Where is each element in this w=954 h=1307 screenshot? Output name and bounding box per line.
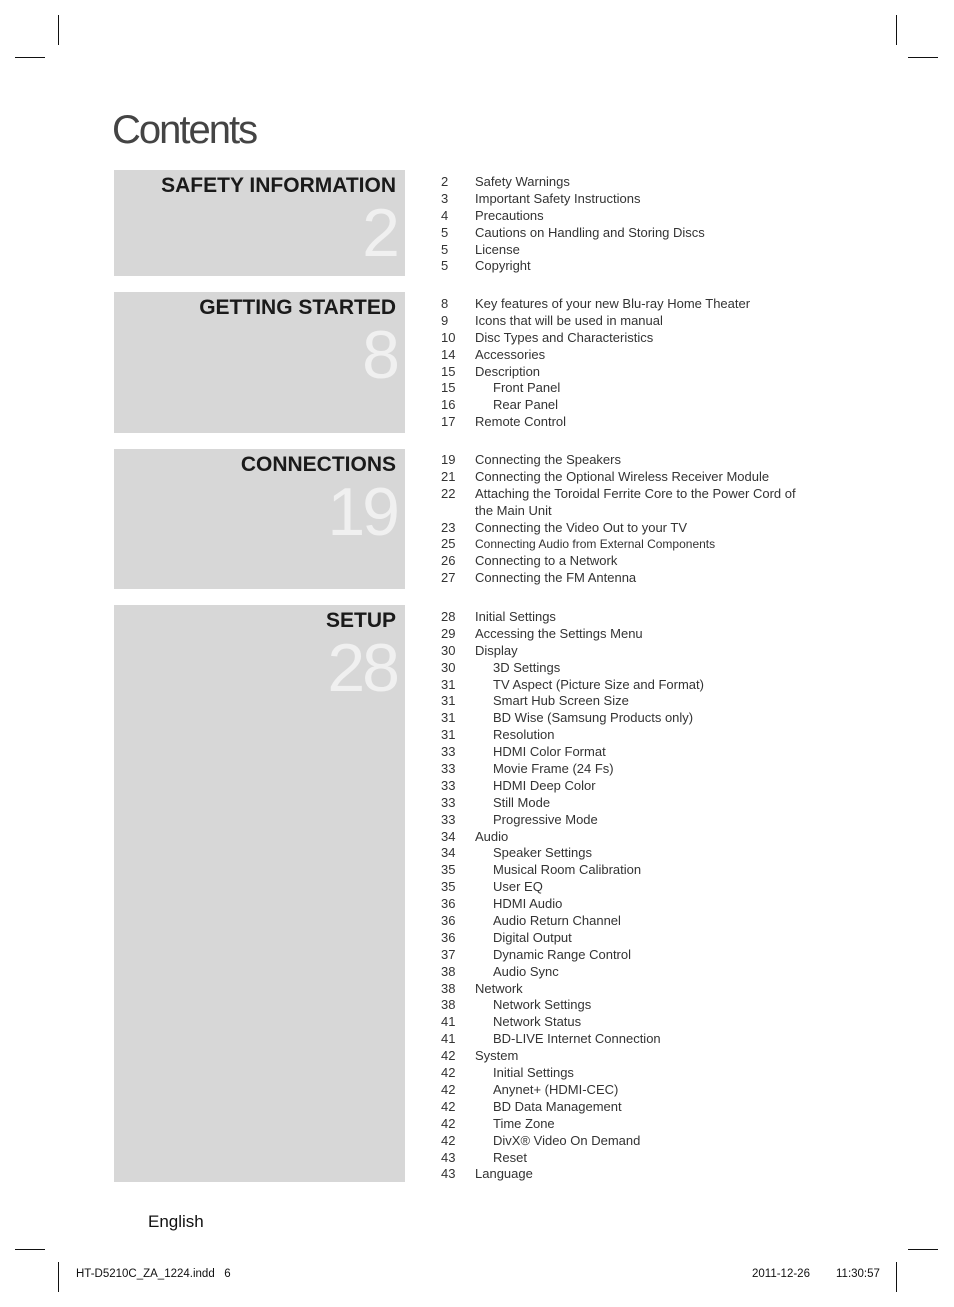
toc-label: HDMI Audio bbox=[493, 896, 563, 912]
print-slug-date: 2011-12-26 bbox=[752, 1268, 810, 1280]
toc-label: Anynet+ (HDMI-CEC) bbox=[493, 1081, 619, 1097]
toc-label: Resolution bbox=[493, 727, 555, 743]
toc-page-number: 33 bbox=[441, 811, 456, 827]
toc-subentry[interactable] bbox=[441, 1065, 821, 1082]
toc-label: Cautions on Handling and Storing Discs bbox=[475, 224, 705, 240]
toc-label: Description bbox=[475, 363, 541, 379]
toc-entry[interactable] bbox=[441, 626, 821, 643]
toc-entry[interactable] bbox=[441, 330, 821, 347]
toc-label: Still Mode bbox=[493, 794, 551, 810]
toc-label: Digital Output bbox=[493, 929, 572, 945]
toc-label: Connecting the Optional Wireless Receiver Module bbox=[475, 468, 770, 484]
toc-label: Network Status bbox=[493, 1014, 582, 1030]
toc-label: Key features of your new Blu-ray Home Theater bbox=[475, 296, 751, 311]
toc-page-number: 31 bbox=[441, 676, 456, 692]
section-title: GETTING STARTED bbox=[199, 296, 396, 319]
toc-entry[interactable] bbox=[441, 520, 821, 537]
toc-label: Movie Frame (24 Fs) bbox=[493, 761, 614, 777]
toc-page-number: 35 bbox=[441, 862, 456, 878]
toc-page-number: 9 bbox=[441, 312, 449, 328]
toc-page-number: 2 bbox=[441, 174, 449, 189]
toc-label: DivX® Video On Demand bbox=[493, 1132, 641, 1148]
toc-page-number: 26 bbox=[441, 553, 456, 569]
toc-page-number: 15 bbox=[441, 363, 456, 379]
toc-page-number: 36 bbox=[441, 913, 456, 929]
crop-mark bbox=[15, 57, 45, 58]
toc-page-number: 17 bbox=[441, 414, 456, 430]
section-title: CONNECTIONS bbox=[240, 453, 396, 476]
print-slug-filename: HT-D5210C_ZA_1224.indd 6 bbox=[76, 1268, 231, 1280]
toc-label: HDMI Color Format bbox=[493, 744, 606, 760]
section-safety-information bbox=[114, 170, 405, 276]
toc-label: Network Settings bbox=[493, 997, 592, 1013]
toc-page-number: 38 bbox=[441, 980, 456, 996]
toc-page-number: 21 bbox=[441, 468, 456, 484]
toc-subentry[interactable] bbox=[441, 964, 821, 981]
toc-subentry[interactable] bbox=[441, 727, 821, 744]
toc-subentry[interactable] bbox=[441, 710, 821, 727]
toc-label: TV Aspect (Picture Size and Format) bbox=[493, 676, 704, 692]
toc-page-number: 43 bbox=[441, 1166, 456, 1182]
toc-subentry[interactable] bbox=[441, 693, 821, 710]
toc-subentry[interactable] bbox=[441, 947, 821, 964]
toc-label: Language bbox=[475, 1166, 533, 1182]
toc-page-number: 30 bbox=[441, 659, 456, 675]
toc-label: BD Wise (Samsung Products only) bbox=[493, 710, 694, 726]
toc-subentry[interactable] bbox=[441, 896, 821, 913]
toc-list-setup bbox=[441, 609, 821, 1183]
toc-entry[interactable] bbox=[441, 981, 821, 998]
toc-page-number: 25 bbox=[441, 536, 456, 552]
toc-subentry[interactable] bbox=[441, 380, 821, 397]
toc-page-number: 36 bbox=[441, 896, 456, 912]
toc-label: BD Data Management bbox=[493, 1098, 622, 1114]
toc-entry[interactable] bbox=[441, 469, 821, 486]
toc-entry[interactable] bbox=[441, 347, 821, 364]
toc-subentry[interactable] bbox=[441, 677, 821, 694]
toc-subentry[interactable] bbox=[441, 660, 821, 677]
toc-subentry[interactable] bbox=[441, 1082, 821, 1099]
crop-mark bbox=[58, 15, 59, 45]
toc-subentry[interactable] bbox=[441, 913, 821, 930]
toc-subentry[interactable] bbox=[441, 845, 821, 862]
toc-label: Initial Settings bbox=[475, 609, 556, 624]
toc-label: Important Safety Instructions bbox=[475, 190, 641, 206]
toc-label: Display bbox=[475, 642, 518, 658]
section-page-number: 28 bbox=[327, 630, 397, 706]
toc-entry[interactable] bbox=[441, 414, 821, 431]
toc-label: Audio bbox=[475, 828, 509, 844]
toc-entry[interactable] bbox=[441, 486, 821, 520]
toc-page-number: 33 bbox=[441, 777, 456, 793]
crop-mark bbox=[58, 1262, 59, 1292]
toc-label: System bbox=[475, 1048, 519, 1064]
toc-page-number: 30 bbox=[441, 642, 456, 658]
toc-label: Accessing the Settings Menu bbox=[475, 625, 643, 641]
toc-subentry[interactable] bbox=[441, 879, 821, 896]
toc-page-number: 29 bbox=[441, 625, 456, 641]
toc-page-number: 33 bbox=[441, 761, 456, 777]
toc-label: Copyright bbox=[475, 258, 531, 274]
toc-page-number: 27 bbox=[441, 570, 456, 586]
toc-subentry[interactable] bbox=[441, 397, 821, 414]
toc-label: Icons that will be used in manual bbox=[475, 312, 663, 328]
crop-mark bbox=[15, 1249, 45, 1250]
toc-page-number: 14 bbox=[441, 346, 456, 362]
toc-page-number: 42 bbox=[441, 1081, 456, 1097]
toc-page-number: 33 bbox=[441, 744, 456, 760]
toc-label: Attaching the Toroidal Ferrite Core to the Power Cord of the Main Unit bbox=[475, 485, 796, 518]
toc-page-number: 42 bbox=[441, 1098, 456, 1114]
toc-subentry[interactable] bbox=[441, 761, 821, 778]
toc-page-number: 5 bbox=[441, 224, 449, 240]
section-setup bbox=[114, 605, 405, 1182]
section-title: SAFETY INFORMATION bbox=[161, 174, 396, 197]
toc-page-number: 37 bbox=[441, 946, 456, 962]
toc-page-number: 28 bbox=[441, 609, 456, 624]
toc-entry[interactable] bbox=[441, 643, 821, 660]
toc-page-number: 42 bbox=[441, 1132, 456, 1148]
toc-label: Connecting the FM Antenna bbox=[475, 570, 637, 586]
toc-list-connections bbox=[441, 452, 821, 587]
toc-subentry[interactable] bbox=[441, 930, 821, 947]
toc-entry[interactable] bbox=[441, 570, 821, 587]
toc-page-number: 41 bbox=[441, 1031, 456, 1047]
toc-page-number: 33 bbox=[441, 794, 456, 810]
toc-subentry[interactable] bbox=[441, 997, 821, 1014]
toc-label: Rear Panel bbox=[493, 397, 559, 413]
toc-label: Precautions bbox=[475, 207, 544, 223]
toc-page-number: 5 bbox=[441, 241, 449, 257]
section-page-number: 8 bbox=[362, 317, 397, 393]
toc-page-number: 5 bbox=[441, 258, 449, 274]
print-slug-time: 11:30:57 bbox=[836, 1268, 880, 1280]
toc-page-number: 16 bbox=[441, 397, 456, 413]
crop-mark bbox=[896, 15, 897, 45]
toc-label: BD-LIVE Internet Connection bbox=[493, 1031, 661, 1047]
toc-label: Accessories bbox=[475, 346, 546, 362]
toc-entry[interactable] bbox=[441, 208, 821, 225]
toc-label: Connecting to a Network bbox=[475, 553, 618, 569]
toc-page-number: 23 bbox=[441, 519, 456, 535]
toc-label: Front Panel bbox=[493, 380, 561, 396]
toc-entry[interactable] bbox=[441, 1166, 821, 1183]
toc-page-number: 42 bbox=[441, 1048, 456, 1064]
toc-label: Disc Types and Characteristics bbox=[475, 329, 654, 345]
toc-entry[interactable] bbox=[441, 364, 821, 381]
toc-page-number: 31 bbox=[441, 693, 456, 709]
toc-page-number: 8 bbox=[441, 296, 449, 311]
toc-subentry[interactable] bbox=[441, 795, 821, 812]
section-page-number: 2 bbox=[362, 195, 397, 271]
crop-mark bbox=[908, 1249, 938, 1250]
toc-label: Audio Sync bbox=[493, 963, 559, 979]
toc-entry[interactable] bbox=[441, 609, 821, 626]
toc-subentry[interactable] bbox=[441, 1099, 821, 1116]
toc-entry[interactable] bbox=[441, 174, 821, 191]
toc-entry[interactable] bbox=[441, 296, 821, 313]
toc-page-number: 38 bbox=[441, 997, 456, 1013]
toc-page-number: 34 bbox=[441, 845, 456, 861]
toc-subentry[interactable] bbox=[441, 862, 821, 879]
toc-list-getting-started bbox=[441, 296, 821, 431]
toc-page-number: 42 bbox=[441, 1065, 456, 1081]
toc-list-safety-information bbox=[441, 174, 821, 275]
toc-page-number: 35 bbox=[441, 879, 456, 895]
toc-page-number: 38 bbox=[441, 963, 456, 979]
toc-label: Progressive Mode bbox=[493, 811, 598, 827]
toc-page-number: 31 bbox=[441, 727, 456, 743]
toc-subentry[interactable] bbox=[441, 1150, 821, 1167]
toc-label: Initial Settings bbox=[493, 1065, 574, 1081]
toc-entry[interactable] bbox=[441, 225, 821, 242]
toc-label: Connecting the Video Out to your TV bbox=[475, 519, 687, 535]
toc-entry[interactable] bbox=[441, 452, 821, 469]
toc-subentry[interactable] bbox=[441, 1031, 821, 1048]
toc-label: Speaker Settings bbox=[493, 845, 593, 861]
toc-label: Dynamic Range Control bbox=[493, 946, 632, 962]
toc-label: Connecting the Speakers bbox=[475, 452, 621, 467]
crop-mark bbox=[908, 57, 938, 58]
section-title: SETUP bbox=[325, 609, 396, 632]
toc-page-number: 19 bbox=[441, 452, 456, 467]
toc-label: User EQ bbox=[493, 879, 543, 895]
toc-page-number: 3 bbox=[441, 190, 449, 206]
toc-subentry[interactable] bbox=[441, 744, 821, 761]
toc-entry[interactable] bbox=[441, 829, 821, 846]
toc-label: HDMI Deep Color bbox=[493, 777, 596, 793]
toc-page-number: 41 bbox=[441, 1014, 456, 1030]
toc-subentry[interactable] bbox=[441, 778, 821, 795]
toc-entry[interactable] bbox=[441, 191, 821, 208]
toc-label: Smart Hub Screen Size bbox=[493, 693, 629, 709]
toc-entry[interactable] bbox=[441, 313, 821, 330]
toc-subentry[interactable] bbox=[441, 812, 821, 829]
toc-entry[interactable] bbox=[441, 553, 821, 570]
toc-label: Musical Room Calibration bbox=[493, 862, 642, 878]
footer-language: English bbox=[148, 1212, 204, 1231]
toc-label: Remote Control bbox=[475, 414, 567, 430]
toc-label: Reset bbox=[493, 1149, 527, 1165]
toc-page-number: 36 bbox=[441, 929, 456, 945]
toc-page-number: 31 bbox=[441, 710, 456, 726]
toc-page-number: 10 bbox=[441, 329, 456, 345]
toc-label: License bbox=[475, 241, 520, 257]
toc-label: Audio Return Channel bbox=[493, 913, 621, 929]
toc-entry[interactable] bbox=[441, 258, 821, 275]
toc-label: Network bbox=[475, 980, 523, 996]
toc-page-number: 4 bbox=[441, 207, 449, 223]
page-title: Contents bbox=[112, 108, 257, 152]
toc-subentry[interactable] bbox=[441, 1116, 821, 1133]
toc-label: Time Zone bbox=[493, 1115, 555, 1131]
section-getting-started bbox=[114, 292, 405, 433]
toc-page-number: 43 bbox=[441, 1149, 456, 1165]
crop-mark bbox=[896, 1262, 897, 1292]
toc-subentry[interactable] bbox=[441, 1014, 821, 1031]
toc-page-number: 34 bbox=[441, 828, 456, 844]
toc-label: Safety Warnings bbox=[475, 174, 570, 189]
toc-label: Connecting Audio from External Components bbox=[475, 537, 716, 552]
toc-page-number: 22 bbox=[441, 485, 456, 501]
toc-entry[interactable] bbox=[441, 1048, 821, 1065]
toc-page-number: 42 bbox=[441, 1115, 456, 1131]
section-connections bbox=[114, 449, 405, 589]
toc-page-number: 15 bbox=[441, 380, 456, 396]
toc-subentry[interactable] bbox=[441, 1133, 821, 1150]
toc-label: 3D Settings bbox=[493, 659, 561, 675]
toc-entry[interactable] bbox=[441, 536, 821, 553]
toc-entry[interactable] bbox=[441, 242, 821, 259]
section-page-number: 19 bbox=[327, 474, 397, 550]
